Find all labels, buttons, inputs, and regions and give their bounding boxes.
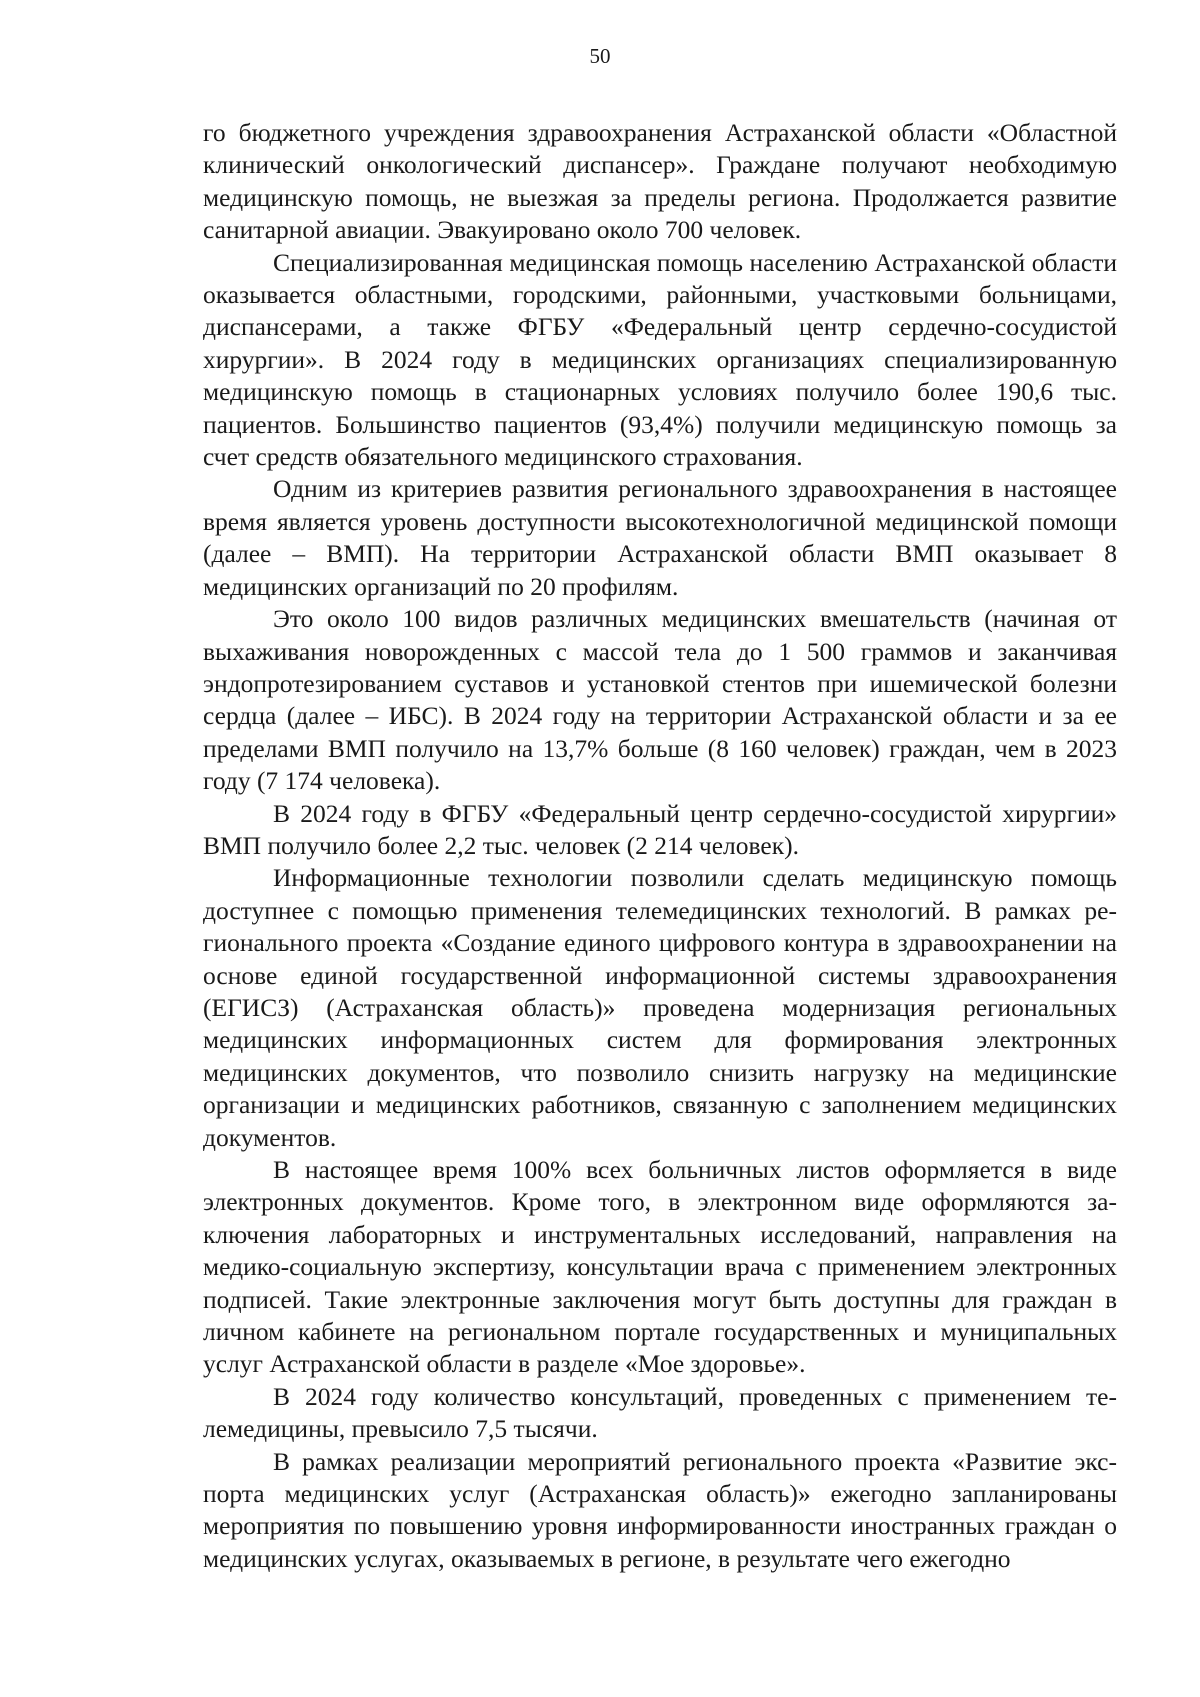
paragraph-it-telemedicine: Информационные технологии позволили сделать медицинскую помощь доступнее с помощью применения телемедицинских технологий. В рамках регионального проекта «Создание единого цифрового контура в здравоохранении на основе единой государственной информационной системы здравоохранения (ЕГИСЗ) (Астраханская область)» проведена модернизация региональных медицинских информационных систем для формирования электронных медицинских документов, что позволило снизить нагрузку на медицинские организации и медицинских работников, связанную с заполнением медицинских документов. [203, 863, 1117, 1152]
paragraph-continuation: го бюджетного учреждения здравоохранения Астраханской области «Областной клинический онкологический диспансер». Граждане получают необходимую медицинскую помощь, не выезжая за пределы региона. Продолжается развитие санитарной авиации. Эвакуировано около 700 человек. [203, 118, 1117, 245]
paragraph-electronic-documents: В настоящее время 100% всех больничных листов оформляется в виде электронных документов. Кроме того, в электронном виде оформляются заключения лабораторных и инструментальных исследований, направления на медико-социальную экспертизу, консультации врача с применением электронных подписей. Такие электронные заключения могут быть доступны для граждан в личном кабинете на региональном портале государственных и муниципальных услуг Астраханской области в разделе «Мое здоровье». [203, 1155, 1117, 1379]
paragraph-hitech-care-criteria: Одним из критериев развития регионального здравоохранения в настоящее время является уровень доступности высокотехнологичной медицинской помощи (далее – ВМП). На территории Астраханской области ВМП оказывает 8 медицинских организаций по 20 профилям. [203, 474, 1117, 601]
page-number: 50 [589, 44, 611, 68]
paragraph-interventions: Это около 100 видов различных медицинских вмешательств (начиная от выхаживания новорожденных с массой тела до 1 500 граммов и заканчивая эндопротезированием суставов и установкой стентов при ишемической болезни сердца (далее – ИБС). В 2024 году на территории Астраханской области и за ее пределами ВМП получило на 13,7% больше (8 160 человек) граждан, чем в 2023 году (7 174 человека). [203, 604, 1117, 796]
paragraph-specialized-care: Специализированная медицинская помощь населению Астраханской области оказывается областными, городскими, районными, участковыми больницами, диспансерами, а также ФГБУ «Федеральный центр сердечно-сосудистой хирургии». В 2024 году в медицинских организациях специализированную медицинскую помощь в стационарных условиях получило более 190,6 тыс. пациентов. Большинство пациентов (93,4%) получили медицинскую помощь за счет средств обязательного медицинского страхования. [203, 247, 1117, 472]
paragraph-consultations: В 2024 году количество консультаций, проведенных с применением телемедицины, превысило 7,5 тысячи. [203, 1381, 1117, 1444]
paragraph-medical-export: В рамках реализации мероприятий регионального проекта «Развитие экспорта медицинских услуг (Астраханская область)» ежегодно запланированы мероприятия по повышению уровня информированности иностранных граждан о медицинских услугах, оказываемых в регионе, в результате чего ежегодно [203, 1446, 1117, 1573]
paragraph-cardiac-center: В 2024 году в ФГБУ «Федеральный центр сердечно-сосудистой хирургии» ВМП получило более 2,2 тыс. человек (2 214 человек). [203, 798, 1117, 860]
page-body [203, 117, 1117, 1575]
